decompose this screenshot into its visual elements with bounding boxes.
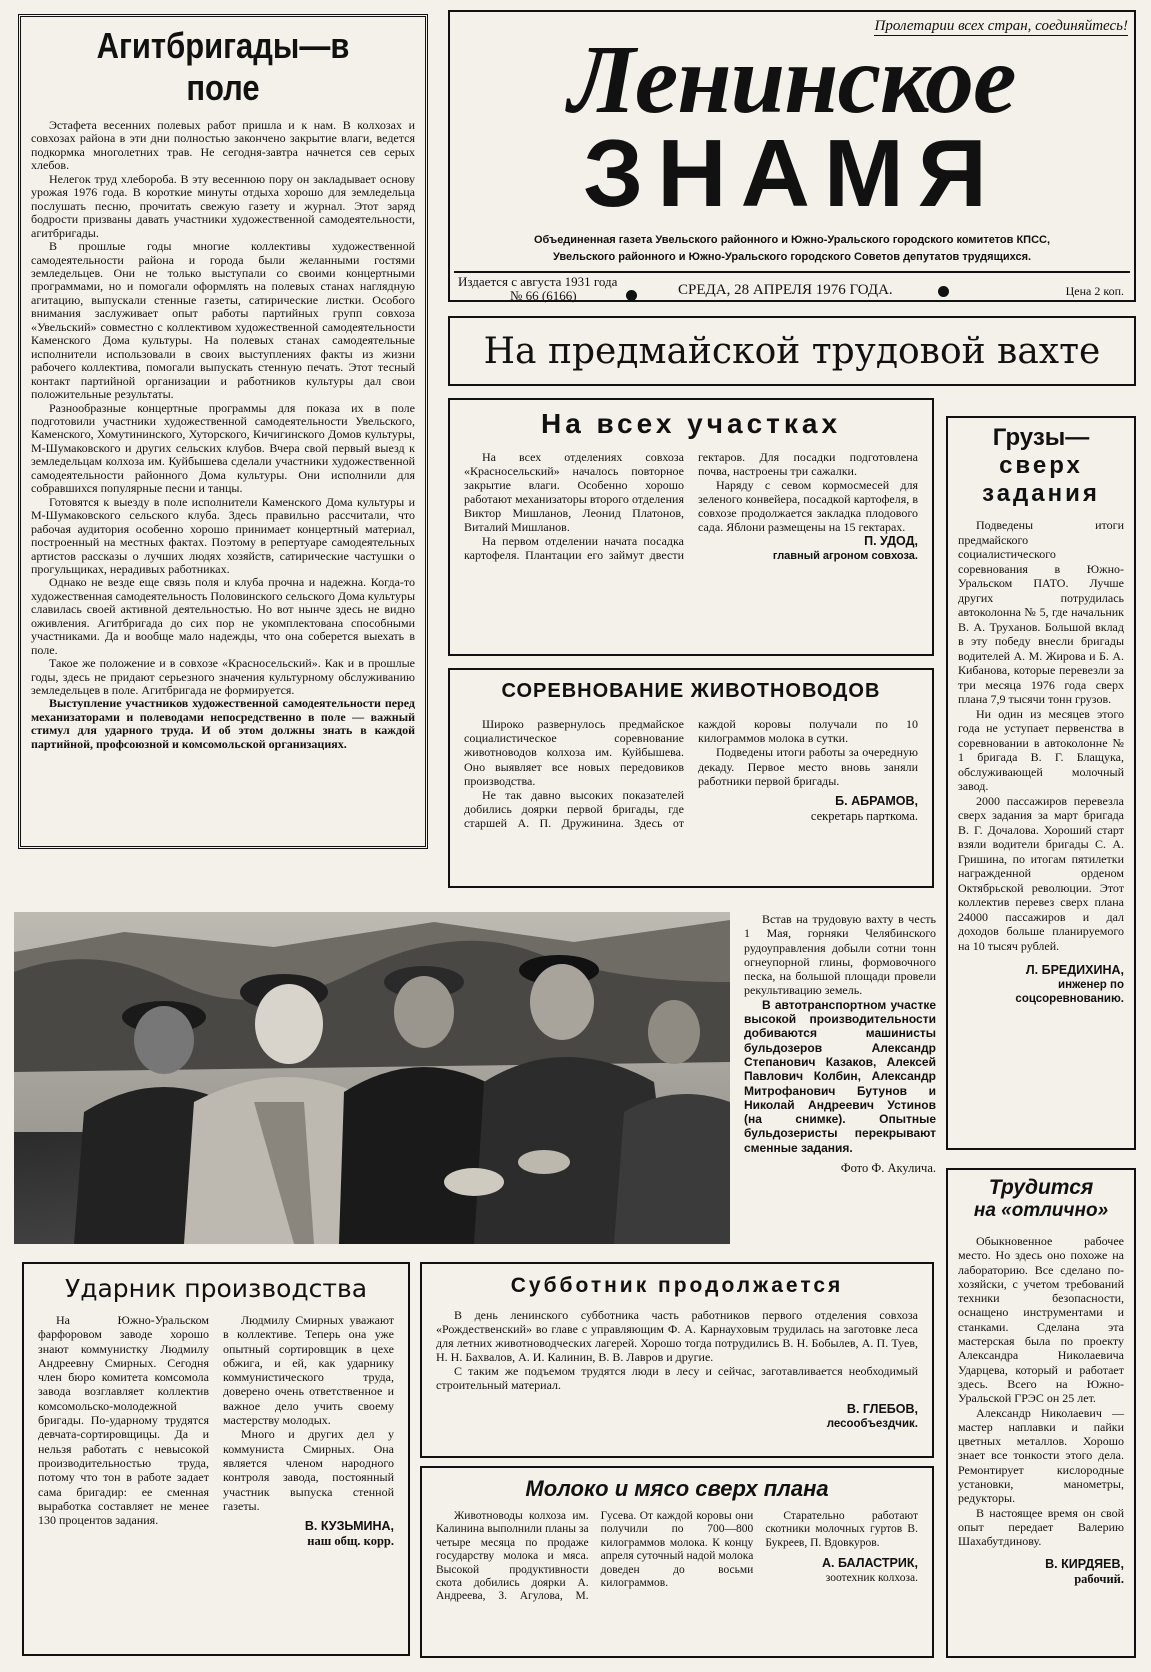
masthead-date: СРЕДА, 28 АПРЕЛЯ 1976 ГОДА. [678, 282, 893, 298]
masthead-publisher-line1: Объединенная газета Увельского районного и Южно-Уральского городского комитетов КПСС, [533, 234, 1051, 246]
masthead-rule [454, 271, 1130, 273]
agit-paragraph: Нелегок труд хлебороба. В эту весеннюю пору он закладывает основу урожая 1976 года. В короткие минуты отдыха хорошо для земледельца послушать песню, прочитать свежую газету и журнал. Этот заряд бодрости призваны давать участники художественной самодеятельности, агитбригады. [31, 171, 415, 240]
milk-author: А. БАЛАСТРИК, [822, 1556, 918, 1571]
excellent-author: В. КИРДЯЕВ, [1045, 1556, 1124, 1571]
excellent-title-line1: Трудится [988, 1176, 1094, 1199]
masthead-publisher-line2: Увельского районного и Южно-Уральского городского Советов депутатов трудящихся. [552, 251, 1032, 263]
milk-role: зоотехник колхоза. [825, 1572, 918, 1585]
excellent-paragraph: Обыкновенное рабочее место. Но здесь оно похоже на лабораторию. Все сделано по-хозяйски, с учетом требований техники безопасности, оснащено инструментами и станками. Сделана эта мастерская была по проекту Александра Николаевича Ударцева, который и работает здесь. Всего на Южно-Уральской ГРЭС он 25 лет. [958, 1234, 1124, 1406]
excellent-title-line2: на «отлично» [973, 1200, 1109, 1221]
subbotnik-article [420, 1262, 934, 1458]
cargo-paragraph: 2000 пассажиров перевезла сверх задания за март бригада В. Г. Дочалова. Хороший старт взяли водители бригады С. А. Гришина, по итогам пятилетки награжденной орденом Октябрьской революции. Этот коллектив перевез сверх плана 24000 пассажиров и дал доходов больше планируемого на 10 тысяч рублей. [958, 793, 1124, 953]
subbotnik-paragraph: В день ленинского субботника часть работников первого отделения совхоза «Рождественский» во главе с управляющим Ф. А. Карнауховым трудилась на заготовке леса для летних животноводческих лагерей. Хорошо тогда потрудились В. Н. Бобылев, А. П. Туев, Н. Н. Бахвалов, А. И. Калинин, В. В. Лавров и другие. [436, 1308, 918, 1364]
udarnik-author: В. КУЗЬМИНА, [304, 1519, 394, 1534]
cargo-title-line3: задания [982, 480, 1100, 507]
udarnik-paragraph: На Южно-Уральском фарфоровом заводе хорошо знают коммунистку Людмилу Андреевну Смирных. Сегодня член бюро комитета комсомола завода возглавляет коллектив комсомольско-молодежной бригады. По-ударному трудятся девчата-сортировщицы. Да и нельзя работать с невысокой производительностью труда, потому что тон в работе задает сама бригадир: ее сменная выработка составляет не менее 130 процентов задания. [38, 1313, 209, 1528]
masthead-title-line1: Ленинское [568, 26, 1016, 134]
masthead-issue: № 66 (6166) [510, 288, 577, 303]
agit-paragraph: Такое же положение и в совхозе «Красносельский». Как и в прошлые годы, здесь не придают серьезного значения культурному обслуживанию земледельцев в поле. Агитбригада не формируется. [31, 656, 415, 698]
livestock-title: СОРЕВНОВАНИЕ ЖИВОТНОВОДОВ [501, 680, 881, 702]
masthead-title-line2: ЗНАМЯ [583, 120, 1001, 227]
livestock-role: секретарь парткома. [810, 809, 918, 824]
livestock-paragraph: Подведены итоги работы за очередную декаду. Первое место вновь заняли работники первой бригады. [698, 745, 918, 788]
cargo-author: Л. БРЕДИХИНА, [1025, 963, 1124, 977]
milk-article [420, 1466, 934, 1658]
all-sites-paragraph: На первом отделении начата посадка картофеля. Плантации его займут двести гектаров. Для посадки подготовлена почва, настроены три сажалки. [464, 450, 918, 562]
bullet-icon [938, 286, 949, 297]
milk-paragraph: Животноводы колхоза им. Калинина выполнили планы за четыре месяца по продаже государству молока и мяса. Высокой продуктивности скота добились доярки А. Андреева, З. Агулова, М. Гусева. От каждой коровы они получили по 700—800 килограммов молока. К концу апреля суточный надой молока доведен до восьми килограммов. [436, 1510, 754, 1603]
photo-caption-paragraph: В автотранспортном участке высокой производительности добиваются машинисты бульдозеров Александр Степанович Казаков, Алексей Павлович Колбин, Александр Митрофанович Бутунов и Николай Андреевич Устинов (на снимке). Опытные бульдозеристы перекрывают сменные задания. [744, 997, 936, 1155]
excellent-role: рабочий. [1074, 1571, 1124, 1586]
rubric-banner [448, 316, 1136, 386]
masthead-since: Издается с августа 1931 года [458, 274, 618, 289]
all-sites-paragraph: На всех отделениях совхоза «Красносельский» началось повторное закрытие влаги. Особенно хорошо работают механизаторы второго отделения Виктор Мишланов, Леонид Платонов, Виталий Мишланов. [464, 450, 684, 534]
all-sites-role: главный агроном совхоза. [772, 550, 918, 562]
agit-paragraph: Готовятся к выезду в поле исполнители Каменского Дома культуры и М-Шумаковского сельского клуба. Здесь правильно рассчитали, что рабочая аудитория особенно хорошо принимает концертный материал, построенный на местных фактах. Поэтому в репертуаре самодеятельных артистов рассказы о лучших людях хозяйств, сатирические частушки о прогульщиках, нерадивых работниках. [31, 494, 415, 576]
cargo-title-line2: сверх [999, 452, 1083, 479]
subbotnik-author: В. ГЛЕБОВ, [846, 1402, 918, 1416]
agit-paragraph: В прошлые годы многие коллективы художественной самодеятельности района и города были желанными гостями земледельцев. Они не только выступали со своими концертными программами, но и помогали оформлять на полевых станах наглядную агитацию, выпускали стенные газеты, сатирические листки. Особого внимания заслуживает опыт работы партийных групп совхоза «Увельский» совместно с коллективом художественной самодеятельности Каменского Дома культуры. На полевых станах самодеятельные исполнители использовали в своих выступлениях факты из жизни рабочего коллектива, помогали выпускать стенную печать. Этот тесный контакт партийной организации и работников культуры дал свои положительные результаты. [31, 239, 415, 402]
agit-paragraph: Эстафета весенних полевых работ пришла и к нам. В колхозах и совхозах района в эти дни полностью закончено закрытие влаги, ведется подкормка многолетних трав. Не сегодня-завтра начнется сев серых хлебов. [31, 118, 415, 173]
udarnik-role: наш общ. корр. [307, 1534, 394, 1549]
udarnik-article [22, 1262, 410, 1656]
udarnik-title: Ударник производства [64, 1274, 368, 1303]
cargo-article [946, 416, 1136, 1150]
subbotnik-role: лесообъездчик. [826, 1418, 918, 1430]
masthead-slogan: Пролетарии всех стран, соединяйтесь! [874, 18, 1128, 34]
subbotnik-paragraph: С таким же подъемом трудятся люди в лесу и сейчас, заготавливается необходимый строительный материал. [436, 1364, 918, 1392]
cargo-paragraph: Ни один из месяцев этого года не уступает первенства в соревновании в автоколонне № 1 бригада В. Г. Блащука, обслуживающей молочный завод. [958, 706, 1124, 793]
udarnik-paragraph: Много и других дел у коммуниста Смирных. Она является членом народного контроля завода, постоянный участник выпуска стенной газеты. [223, 1427, 394, 1513]
excellent-article [946, 1168, 1136, 1658]
photo-caption [744, 912, 936, 1252]
agit-title: Агитбригады—в поле [96, 25, 350, 108]
photo-image [14, 912, 730, 1244]
cargo-title-line1: Грузы— [992, 424, 1090, 451]
livestock-paragraph: Широко развернулось предмайское социалистическое соревнование животноводов колхоза им. Куйбышева. Оно выявляет все новых передовиков производства. [464, 717, 684, 788]
livestock-article [448, 668, 934, 888]
all-sites-title: На всех участках [540, 408, 842, 439]
rubric-title: На предмайской трудовой вахте [483, 330, 1101, 372]
bullet-icon [626, 290, 637, 301]
cargo-body [958, 518, 1124, 953]
masthead-price: Цена 2 коп. [1065, 284, 1124, 298]
subbotnik-body [436, 1308, 918, 1392]
agit-paragraph: Однако не везде еще связь поля и клуба прочна и надежна. Когда-то художественная самодеятельность Половинского сельского Дома культуры славилась своей активной деятельностью. Но вот нынче здесь не видно оживления. Агитбригада до сих пор не укомплектована способными участниками. Да и вообще мало надежды, что она соберется выехать в поле. [31, 575, 416, 657]
excellent-paragraph: Александр Николаевич — мастер наплавки и пайки цветных металлов. Хорошо знает все тонкости этого дела. Ремонтирует кислородные установки, манометры, редукторы. [958, 1405, 1124, 1506]
livestock-body [464, 717, 918, 877]
subbotnik-title: Субботник продолжается [510, 1274, 844, 1297]
milk-paragraph: Старательно работают скотники молочных гуртов В. Букреев, П. Вдовкуров. [765, 1510, 918, 1549]
excellent-paragraph: В настоящее время он свой опыт передает Валерию Шахабутдинову. [958, 1505, 1124, 1549]
agit-paragraph: Выступление участников художественной самодеятельности перед механизаторами и полеводами непосредственно в поле — важный стимул для ударного труда. И об этом должны знать в каждой партийной, профсоюзной и комсомольской организациях. [31, 696, 415, 751]
all-sites-paragraph: Наряду с севом кормосмесей для зеленого конвейера, посадкой картофеля, в совхозе продолжается закладка плодового сада. Яблони размещены на 15 гектарах. [698, 478, 918, 534]
udarnik-body [38, 1313, 394, 1633]
all-sites-author: П. УДОД, [864, 534, 918, 548]
all-sites-body [464, 450, 918, 630]
agit-paragraph: Разнообразные концертные программы для показа их в поле подготовили участники художественной самодеятельности Увельского, Каменского, Хомутининского, Хуторского, Кичигинского Домов культуры, М-Шумаковского и других сельских клубов. Вчера свой первый выезд к земледельцам колхоза им. Куйбышева сделали участники художественной самодеятельности районного Дома культуры. Они исполнили для собравшихся популярные песни и танцы. [31, 400, 415, 496]
udarnik-paragraph: Людмилу Смирных уважают в коллективе. Теперь она уже опытный сортировщик в цехе обжига, и ей, как ударнику коммунистического труда, доверено очень ответственное и важное дело учить своему мастерству молодых. [223, 1313, 394, 1428]
photo-caption-paragraph: Встав на трудовую вахту в честь 1 Мая, горняки Челябинского рудоуправления добыли сотни тонн огнеупорной глины, формовочного песка, на большой площади провели рекультивацию земель. [744, 912, 936, 998]
masthead [448, 10, 1136, 302]
cargo-paragraph: Подведены итоги предмайского социалистического соревнования в Южно-Уральском ПАТО. Лучше других потрудилась автоколонна № 5, где начальник В. А. Труханов. Большой вклад в эту победу внесли бригады водителей А. М. Жирова и Б. А. Кибанова, которые перевезли за три месяца 1976 года сверх плана 7,9 тысячи тонн грузов. [958, 518, 1124, 706]
photo-credit: Фото Ф. Акулича. [840, 1161, 936, 1176]
livestock-paragraph: Не так давно высоких показателей добились доярки первой бригады, где старшей А. П. Дружинина. Здесь от каждой коровы получали по 10 килограммов молока в сутки. [464, 717, 918, 831]
all-sites-article [448, 398, 934, 656]
milk-title: Молоко и мясо сверх плана [525, 1476, 829, 1501]
agit-article [18, 14, 428, 849]
photo-caption-body [744, 912, 936, 1155]
bulldozer-operators-photo [14, 912, 730, 1244]
livestock-author: Б. АБРАМОВ, [835, 794, 918, 809]
cargo-role: инженер по соцсоревнованию. [1015, 979, 1124, 1005]
milk-body [436, 1510, 918, 1650]
agit-body [31, 119, 415, 751]
excellent-body [958, 1234, 1124, 1549]
